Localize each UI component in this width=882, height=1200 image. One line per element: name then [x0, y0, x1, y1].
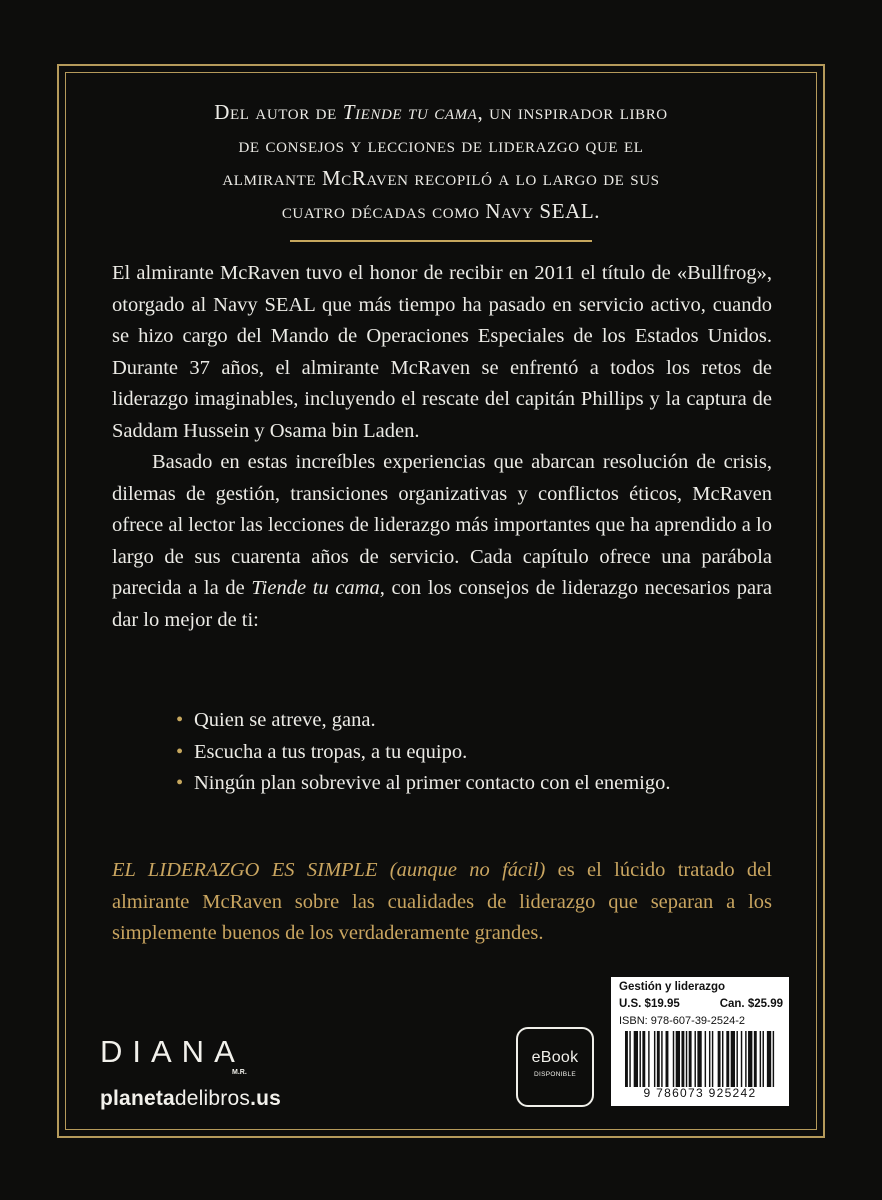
closing-book-title: EL LIDERAZGO ES SIMPLE: [112, 859, 378, 881]
paragraph-1: El almirante McRaven tuvo el honor de recibir en 2011 el título de «Bullfrog», otorgado al Navy SEAL que más tiempo ha pasado en servicio activo, cuando se hizo cargo del Mando de Operaciones Especiales de los Estados Unidos. Durante 37 años, el almirante McRaven se enfrentó a todos los retos de liderazgo imaginables, incluyendo el rescate del capitán Phillips y la captura de Saddam Hussein y Osama bin Laden.: [112, 262, 772, 442]
bullet-text: Quien se atreve, gana.: [194, 709, 376, 731]
body-text: [112, 258, 772, 636]
publisher-website: [100, 1087, 281, 1111]
list-item: [176, 768, 736, 800]
bullet-dot-icon: •: [176, 709, 184, 731]
closing-statement: [112, 855, 772, 950]
isbn-label: ISBN: 978-607-39-2524-2: [619, 1015, 745, 1027]
barcode-category: Gestión y liderazgo: [619, 981, 726, 993]
barcode-number: 9 786073 925242: [643, 1086, 757, 1100]
publisher-logo: DIANA: [100, 1034, 245, 1069]
paragraph-2-book-title: Tiende tu cama: [251, 577, 380, 599]
paragraph-2-pre: Basado en estas increíbles experiencias que abarcan resolución de crisis, dilemas de gestión, transiciones organizativas y conflictos éticos, McRaven ofrece al lector las lecciones de liderazgo más importantes que ha aprendido a lo largo de sus cuarenta años de servicio. Cada capítulo ofrece una parábola parecida a la de: [112, 451, 772, 599]
barcode-icon: [625, 1031, 777, 1087]
trademark-mark: M.R.: [232, 1069, 247, 1076]
ebook-badge: [516, 1027, 594, 1107]
intro-line1-pre: Del autor de: [214, 100, 343, 124]
bullet-text: Ningún plan sobrevive al primer contacto con el enemigo.: [194, 772, 671, 794]
site-part-bold: planeta: [100, 1087, 175, 1110]
ebook-label: eBook: [531, 1049, 579, 1066]
price-can: Can. $25.99: [719, 998, 783, 1010]
closing-book-subtitle: (aunque no fácil): [389, 859, 546, 881]
intro-blurb: [110, 96, 772, 228]
paragraph-2: [112, 447, 772, 636]
list-item: [176, 737, 736, 769]
closing-text: es el lúcido tratado del almirante McRaven sobre las cualidades de liderazgo que separan a los simplemente buenos de los verdaderamente grandes.: [112, 859, 772, 944]
paragraph-2-post: , con los consejos de liderazgo necesarios para dar lo mejor de ti:: [112, 577, 772, 631]
barcode-prices: [619, 998, 783, 1010]
intro-book-title: Tiende tu cama: [342, 100, 478, 124]
intro-line1-post: , un inspirador libro: [477, 100, 668, 124]
price-us: U.S. $19.95: [619, 998, 680, 1010]
ebook-available: DISPONIBLE: [533, 1071, 576, 1078]
intro-line4: cuatro décadas como Navy SEAL.: [281, 199, 601, 223]
bullet-dot-icon: •: [176, 740, 184, 763]
bullet-dot-icon: •: [176, 772, 184, 794]
site-part-light: delibros: [174, 1087, 251, 1110]
intro-line2: de consejos y lecciones de liderazgo que el: [238, 133, 644, 157]
intro-line3: almirante McRaven recopiló a lo largo de sus: [222, 166, 660, 190]
site-part-end: .us: [250, 1087, 282, 1110]
barcode-panel: [611, 977, 789, 1106]
bullet-list: [176, 705, 736, 800]
list-item: [176, 705, 736, 737]
gold-divider: [290, 240, 592, 242]
bullet-text: Escucha a tus tropas, a tu equipo.: [194, 740, 468, 763]
